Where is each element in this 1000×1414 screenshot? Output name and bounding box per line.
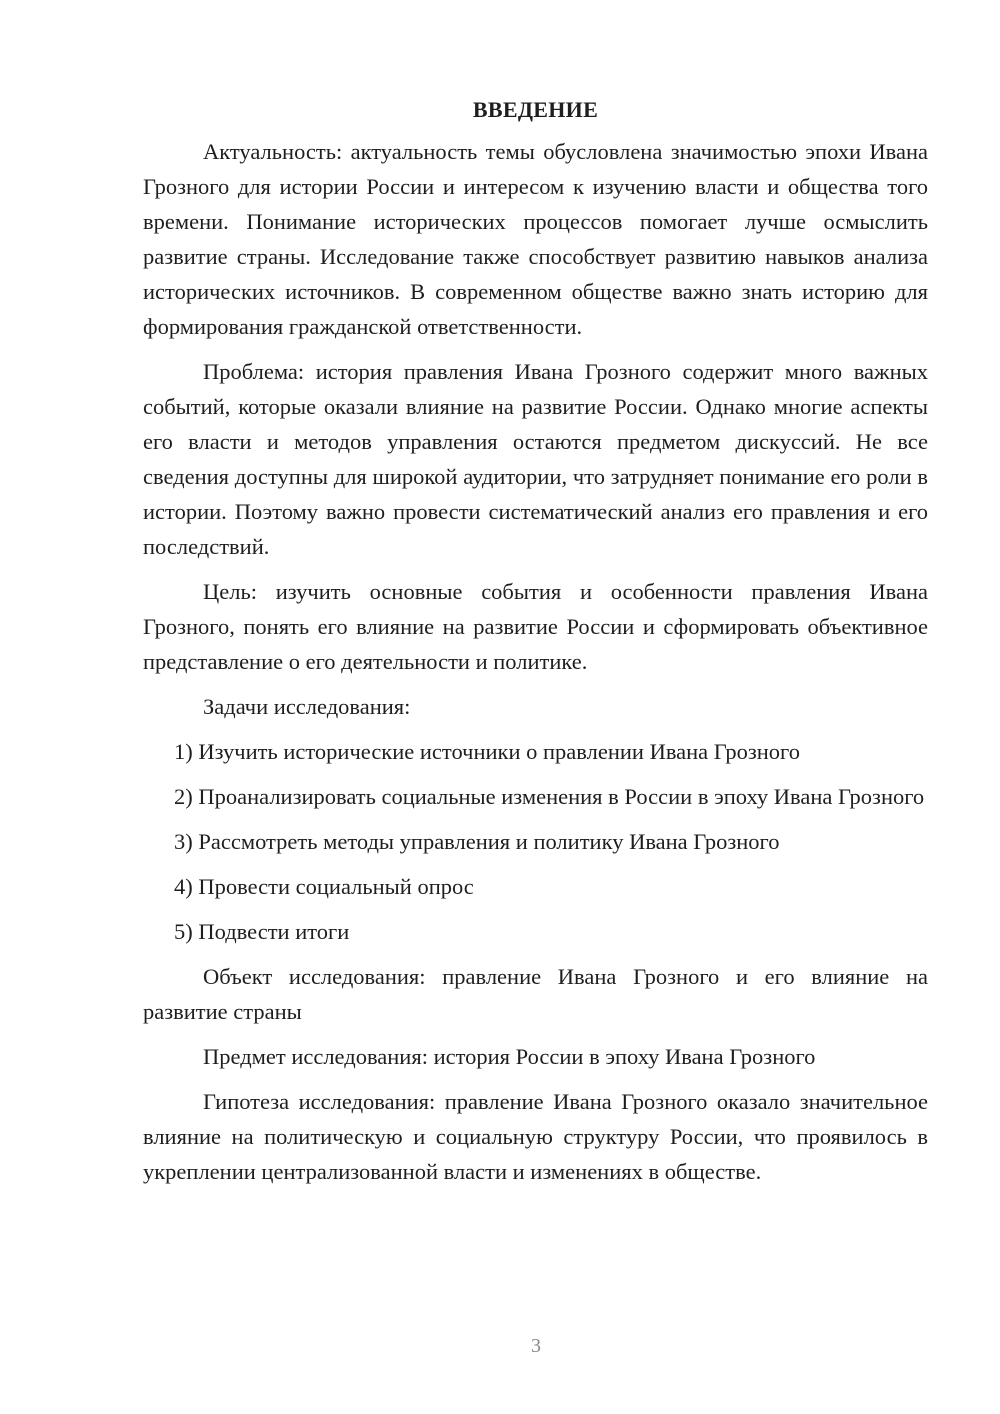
- paragraph-problem: Проблема: история правления Ивана Грозного содержит много важных событий, которые оказали влияние на развитие России. Однако многие аспекты его власти и методов управления остаются предметом дискуссий. Не все сведения доступны для широкой аудитории, что затрудняет понимание его роли в истории. Поэтому важно провести систематический анализ его правления и его последствий.: [143, 359, 928, 559]
- task-item-4: 4) Провести социальный опрос: [174, 874, 474, 899]
- task-item-2: 2) Проанализировать социальные изменения в России в эпоху Ивана Грозного: [174, 784, 925, 809]
- paragraph-hypothesis: Гипотеза исследования: правление Ивана Грозного оказало значительное влияние на политическую и социальную структуру России, что проявилось в укреплении централизованной власти и изменениях в обществе.: [143, 1089, 928, 1184]
- paragraph-subject: Предмет исследования: история России в эпоху Ивана Грозного: [203, 1044, 816, 1069]
- paragraph-goal: Цель: изучить основные события и особенности правления Ивана Грозного, понять его влияние на развитие России и сформировать объективное представление о его деятельности и политике.: [143, 579, 928, 674]
- section-title: ВВЕДЕНИЕ: [472, 97, 599, 122]
- task-item-5: 5) Подвести итоги: [174, 919, 350, 944]
- paragraph-object: Объект исследования: правление Ивана Грозного и его влияние на развитие страны: [143, 964, 928, 1024]
- tasks-heading: Задачи исследования:: [203, 694, 411, 719]
- task-item-3: 3) Рассмотреть методы управления и политику Ивана Грозного: [174, 829, 780, 854]
- task-item-1: 1) Изучить исторические источники о правлении Ивана Грозного: [174, 739, 800, 764]
- paragraph-relevance: Актуальность: актуальность темы обусловлена значимостью эпохи Ивана Грозного для истории России и интересом к изучению власти и общества того времени. Понимание исторических процессов помогает лучше осмыслить развитие страны. Исследование также способствует развитию навыков анализа исторических источников. В современном обществе важно знать историю для формирования гражданской ответственности.: [143, 139, 928, 339]
- document-body: [143, 92, 928, 1199]
- page-number: 3: [531, 1335, 541, 1357]
